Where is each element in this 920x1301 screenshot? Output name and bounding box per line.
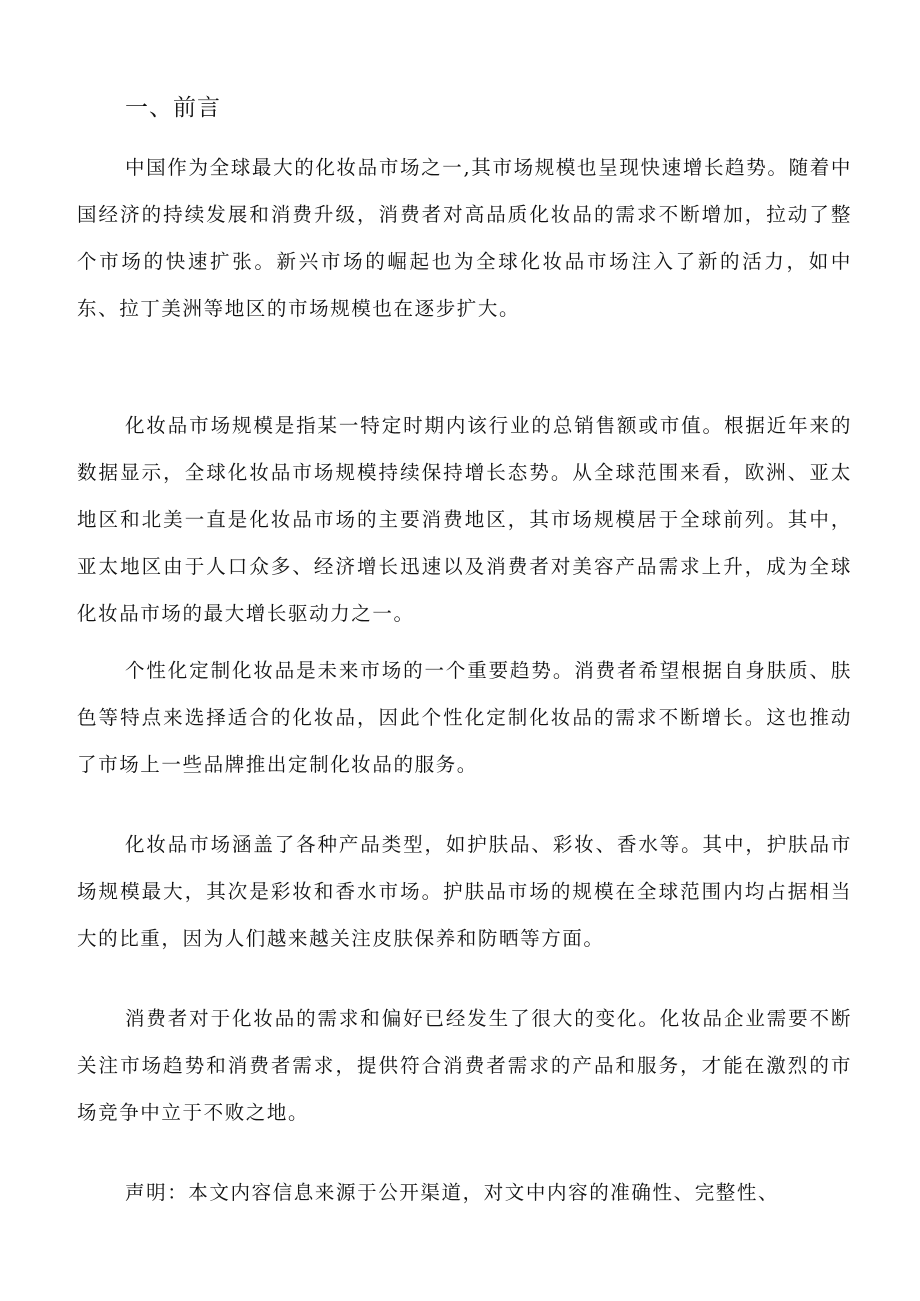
paragraph-market-growth: 中国作为全球最大的化妆品市场之一,其市场规模也呈现快速增长趋势。随着中国经济的持续发展和消费升级，消费者对高品质化妆品的需求不断增加，拉动了整个市场的快速扩张。新兴市场的崛起也为全球化妆品市场注入了新的活力，如中东、拉丁美洲等地区的市场规模也在逐步扩大。	[77, 156, 852, 320]
paragraph-disclaimer: 声明：本文内容信息来源于公开渠道，对文中内容的准确性、完整性、	[125, 1181, 780, 1204]
paragraph-product-types: 化妆品市场涵盖了各种产品类型，如护肤品、彩妆、香水等。其中，护肤品市场规模最大，其次是彩妆和香水市场。护肤品市场的规模在全球范围内均占据相当大的比重，因为人们越来越关注皮肤保养和防晒等方面。	[77, 833, 852, 950]
section-heading: 一、前言	[125, 95, 221, 121]
paragraph-consumer-demand: 消费者对于化妆品的需求和偏好已经发生了很大的变化。化妆品企业需要不断关注市场趋势和消费者需求，提供符合消费者需求的产品和服务，才能在激烈的市场竞争中立于不败之地。	[77, 1007, 852, 1124]
paragraph-market-size: 化妆品市场规模是指某一特定时期内该行业的总销售额或市值。根据近年来的数据显示，全球化妆品市场规模持续保持增长态势。从全球范围来看，欧洲、亚太地区和北美一直是化妆品市场的主要消费地区，其市场规模居于全球前列。其中，亚太地区由于人口众多、经济增长迅速以及消费者对美容产品需求上升，成为全球化妆品市场的最大增长驱动力之一。	[77, 414, 852, 625]
paragraph-customization: 个性化定制化妆品是未来市场的一个重要趋势。消费者希望根据自身肤质、肤色等特点来选择适合的化妆品，因此个性化定制化妆品的需求不断增长。这也推动了市场上一些品牌推出定制化妆品的服务。	[77, 659, 852, 776]
